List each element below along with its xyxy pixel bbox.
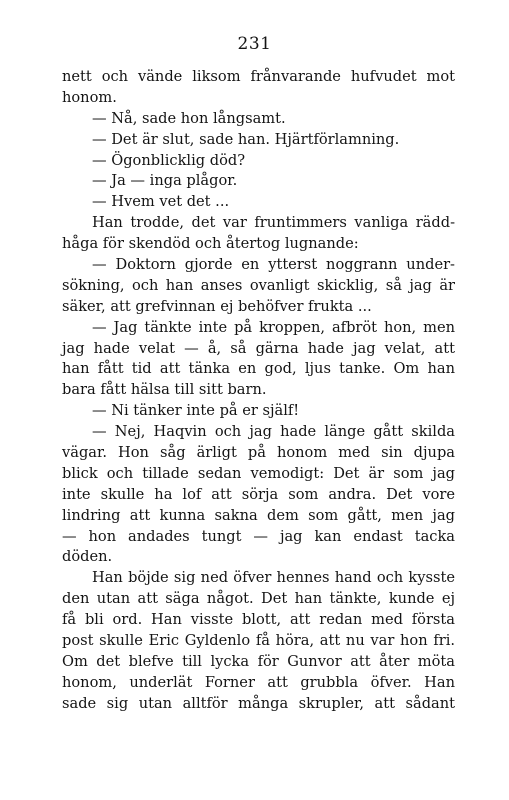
text-line: — Nå, sade hon långsamt. [92, 109, 286, 127]
text-line: nett och vände liksom frånvarande hufvudet mot [62, 68, 455, 85]
text-line: jag hade velat — å, så gärna hade jag velat, att [62, 339, 455, 357]
text-line: — Det är slut, sade han. Hjärtförlamning. [92, 130, 400, 148]
text-line: sökning, och han anses ovanligt skicklig, så jag är [62, 276, 455, 294]
text-line: säker, att grefvinnan ej behöfver frukta ... [62, 297, 372, 315]
text-line: — Ögonblicklig död? [92, 151, 246, 169]
text-line: få bli ord. Han visste blott, att redan med första [62, 611, 455, 629]
text-line: honom, underlät Forner att grubbla öfver. Han [62, 673, 455, 691]
text-line: blick och tillade sedan vemodigt: Det är som jag [62, 464, 455, 482]
text-line: — Hvem vet det ... [92, 193, 230, 211]
text-line: döden. [62, 548, 113, 566]
text-line: — Doktorn gjorde en ytterst noggrann under- [92, 256, 455, 274]
text-line: inte skulle ha lof att sörja som andra. Det vore [62, 485, 455, 503]
page-number: 231 [237, 34, 272, 54]
text-line: — Jag tänkte inte på kroppen, afbröt hon, men [92, 318, 455, 336]
text-line: Om det blefve till lycka för Gunvor att åter möta [62, 652, 455, 670]
text-line: honom. [62, 88, 117, 106]
text-line: håga för skendöd och återtog lugnande: [62, 235, 359, 253]
text-line: han fått tid att tänka en god, ljus tanke. Om han [62, 360, 455, 378]
text-line: — Ni tänker inte på er själf! [92, 402, 300, 420]
text-line: — Nej, Haqvin och jag hade länge gått skilda [92, 423, 455, 441]
text-line: lindring att kunna sakna dem som gått, men jag [62, 506, 455, 524]
text-line: den utan att säga något. Det han tänkte, kunde ej [62, 590, 455, 608]
text-line: — Ja — inga plågor. [92, 172, 238, 190]
text-line: Han trodde, det var fruntimmers vanliga rädd- [92, 214, 455, 232]
text-line: vägar. Hon såg ärligt på honom med sin djupa [62, 444, 455, 462]
body-text [62, 67, 455, 715]
text-line: sade sig utan alltför många skrupler, att sådant [62, 694, 455, 712]
text-line: — hon andades tungt — jag kan endast tacka [62, 527, 455, 545]
text-line: bara fått hälsa till sitt barn. [62, 381, 267, 399]
text-line: Han böjde sig ned öfver hennes hand och kysste [92, 569, 455, 587]
text-line: post skulle Eric Gyldenlo få höra, att nu var hon fri. [62, 632, 455, 650]
